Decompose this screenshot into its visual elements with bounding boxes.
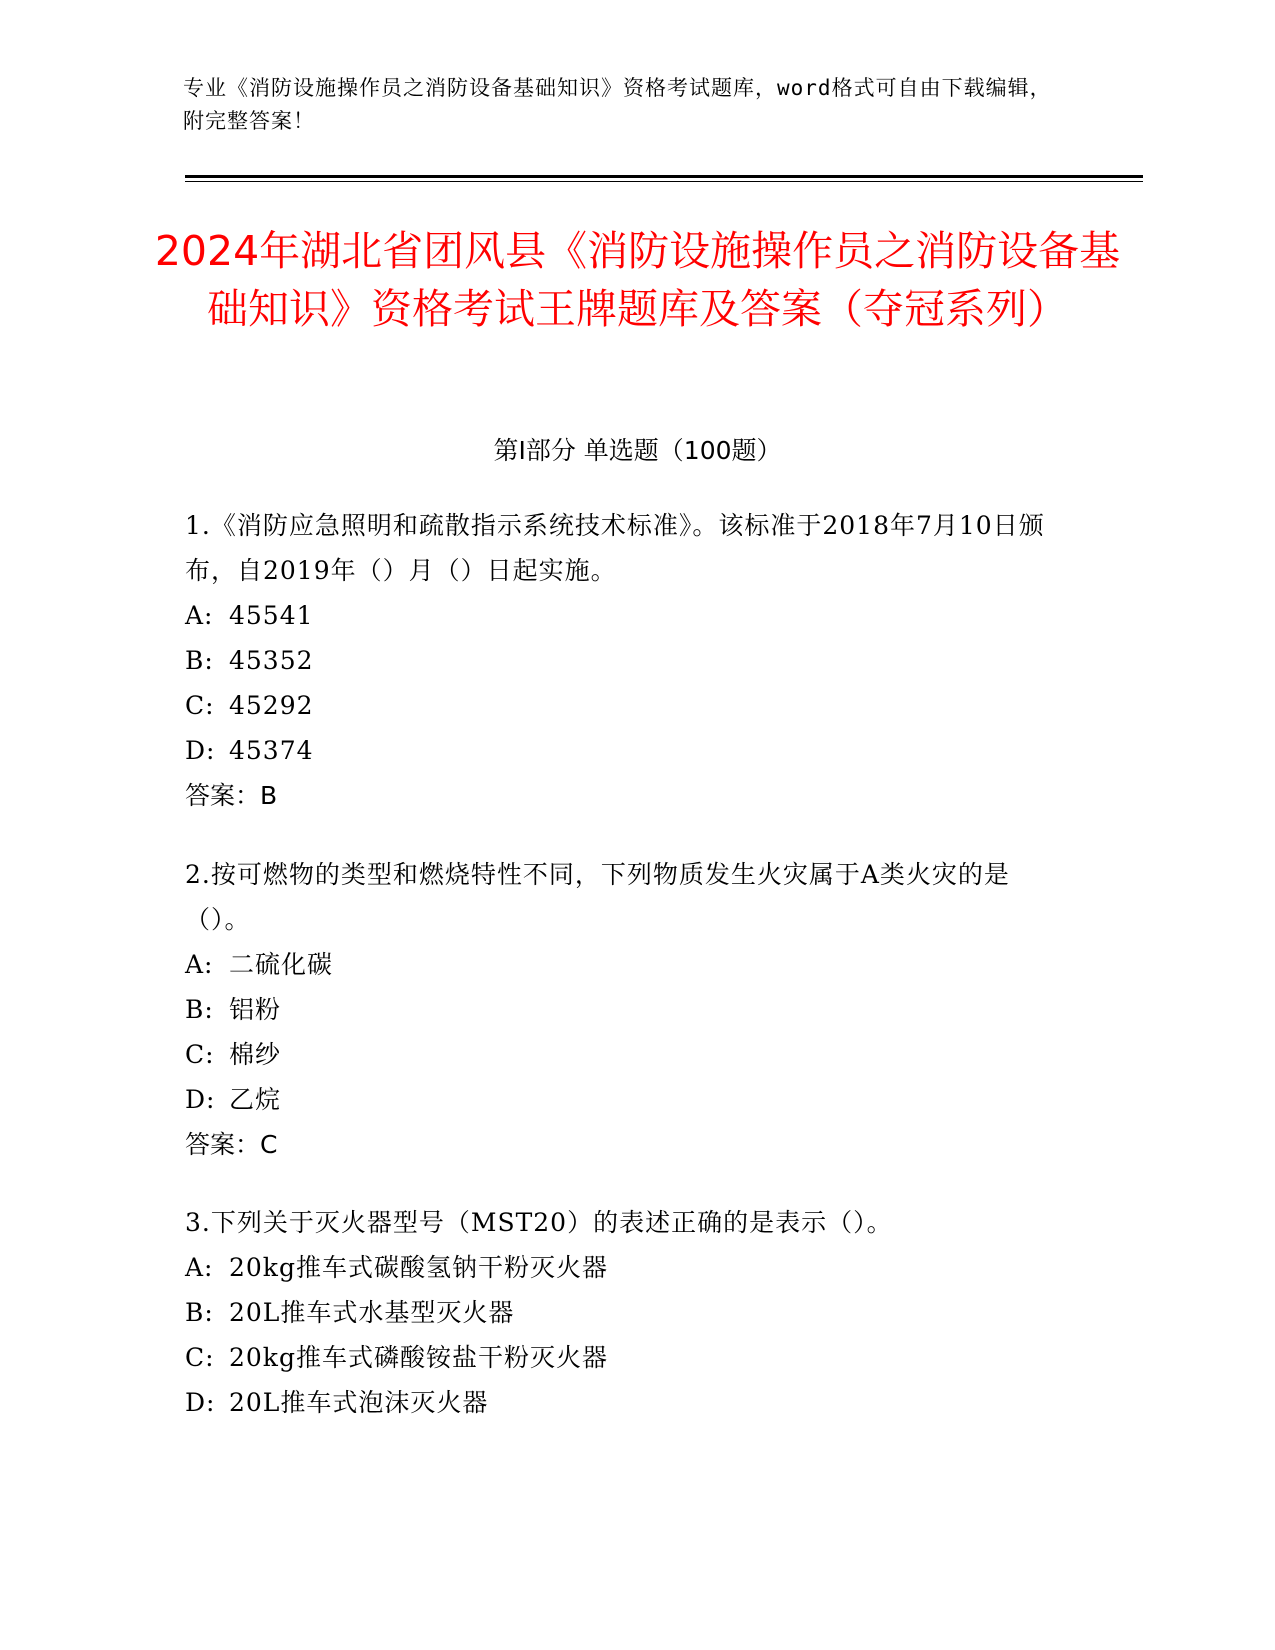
option-a (185, 942, 1065, 987)
option-text: 20kg推车式磷酸铵盐干粉灭火器 (229, 1343, 608, 1372)
option-text: 乙烷 (229, 1085, 282, 1114)
option-letter: C: (185, 1343, 215, 1372)
option-letter: A: (185, 1253, 214, 1282)
option-letter: D: (185, 1085, 216, 1114)
option-letter: C: (185, 691, 215, 720)
header-divider-thin (185, 181, 1143, 182)
question-1 (185, 503, 1065, 818)
answer-label: 答案：B (185, 781, 278, 810)
question-2 (185, 852, 1065, 1167)
option-d (185, 728, 1065, 773)
question-stem: 3.下列关于灭火器型号（MST20）的表述正确的是表示（）。 (185, 1208, 893, 1237)
option-letter: C: (185, 1040, 215, 1069)
document-title: 2024年湖北省团风县《消防设施操作员之消防设备基础知识》资格考试王牌题库及答案（夺冠系列） (154, 227, 1121, 333)
question-stem: 2.按可燃物的类型和燃烧特性不同，下列物质发生火灾属于A类火灾的是（）。 (185, 860, 1010, 934)
option-letter: A: (185, 950, 214, 979)
question-stem: 1.《消防应急照明和疏散指示系统技术标准》。该标准于2018年7月10日颁布，自2019年（）月（）日起实施。 (185, 511, 1045, 585)
option-letter: B: (185, 1298, 214, 1327)
option-letter: D: (185, 736, 216, 765)
option-text: 20kg推车式碳酸氢钠干粉灭火器 (229, 1253, 608, 1282)
option-text: 20L推车式泡沫灭火器 (229, 1388, 489, 1417)
option-text: 20L推车式水基型灭火器 (229, 1298, 515, 1327)
option-c (185, 683, 1065, 728)
option-b (185, 638, 1065, 683)
header-divider-thick (185, 175, 1143, 178)
option-d (185, 1380, 1065, 1425)
option-c (185, 1032, 1065, 1077)
option-b (185, 1290, 1065, 1335)
option-a (185, 593, 1065, 638)
option-letter: B: (185, 995, 214, 1024)
section-heading: 第I部分 单选题（100题） (493, 436, 782, 465)
option-a (185, 1245, 1065, 1290)
option-text: 45374 (229, 736, 314, 765)
option-text: 铝粉 (229, 995, 282, 1024)
option-b (185, 987, 1065, 1032)
option-letter: A: (185, 601, 214, 630)
option-text: 二硫化碳 (229, 950, 334, 979)
option-letter: D: (185, 1388, 216, 1417)
option-text: 45352 (229, 646, 314, 675)
option-d (185, 1077, 1065, 1122)
question-3 (185, 1200, 1065, 1425)
option-letter: B: (185, 646, 214, 675)
option-text: 棉纱 (229, 1040, 282, 1069)
answer-label: 答案：C (185, 1130, 278, 1159)
option-text: 45541 (229, 601, 314, 630)
header-note: 专业《消防设施操作员之消防设备基础知识》资格考试题库，word格式可自由下载编辑，附完整答案！ (183, 76, 1052, 133)
option-text: 45292 (229, 691, 314, 720)
option-c (185, 1335, 1065, 1380)
